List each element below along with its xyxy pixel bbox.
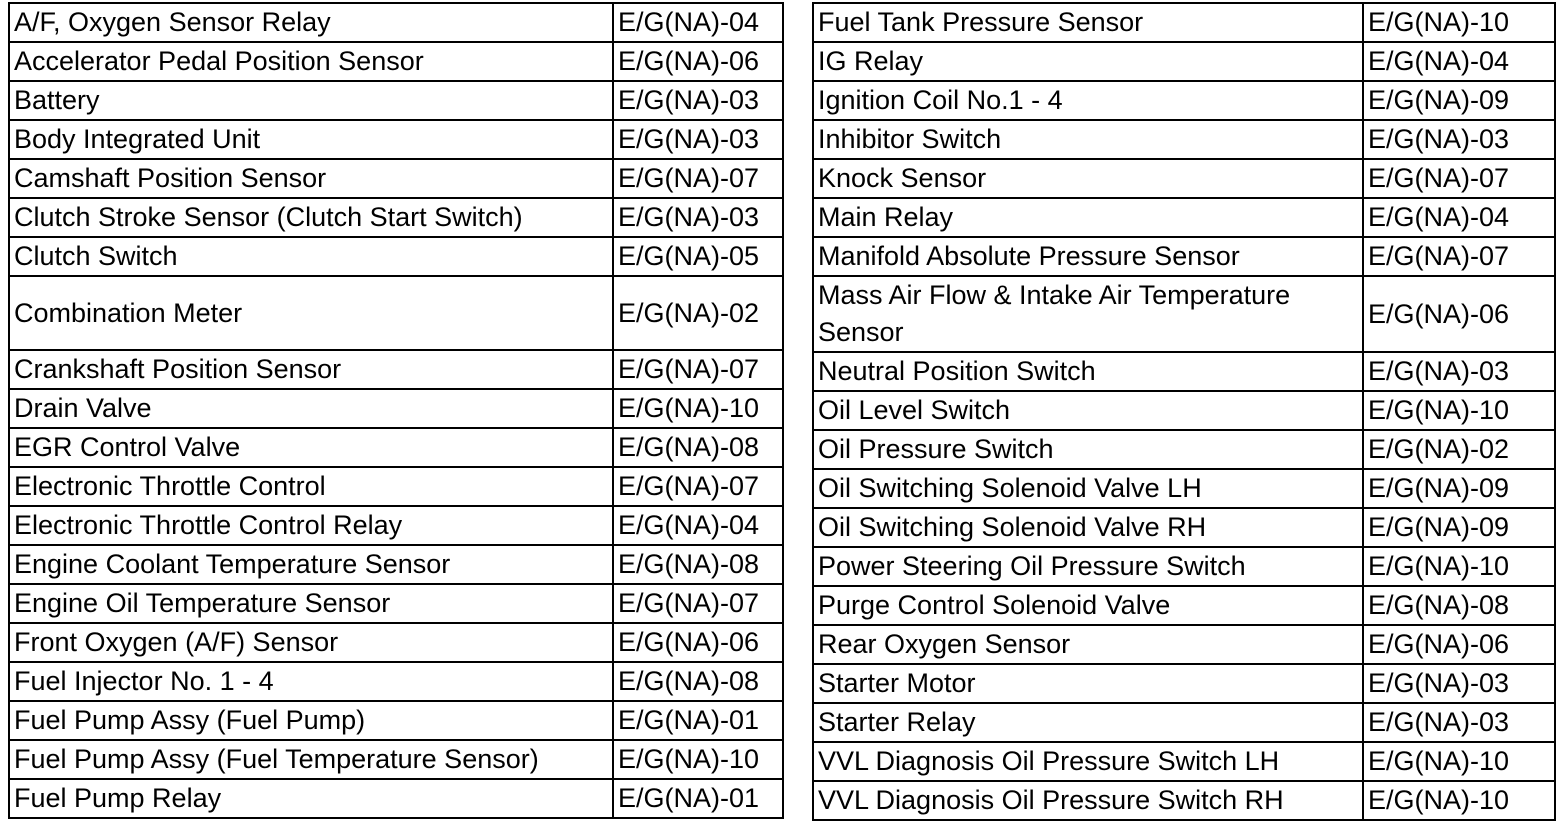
section-code: E/G(NA)-07 xyxy=(613,159,783,198)
right-index-table xyxy=(812,2,1556,821)
table-row xyxy=(9,237,783,276)
section-code: E/G(NA)-06 xyxy=(1363,625,1555,664)
table-row xyxy=(9,623,783,662)
component-name: Ignition Coil No.1 - 4 xyxy=(813,81,1363,120)
section-code: E/G(NA)-07 xyxy=(1363,159,1555,198)
component-name: EGR Control Valve xyxy=(9,428,613,467)
table-row xyxy=(813,159,1555,198)
section-code: E/G(NA)-10 xyxy=(1363,781,1555,820)
table-row xyxy=(813,120,1555,159)
component-name: Oil Switching Solenoid Valve LH xyxy=(813,469,1363,508)
section-code: E/G(NA)-03 xyxy=(613,120,783,159)
section-code: E/G(NA)-06 xyxy=(613,623,783,662)
component-name: Manifold Absolute Pressure Sensor xyxy=(813,237,1363,276)
section-code: E/G(NA)-05 xyxy=(613,237,783,276)
component-name: Oil Switching Solenoid Valve RH xyxy=(813,508,1363,547)
component-name: Fuel Pump Relay xyxy=(9,779,613,818)
component-name: VVL Diagnosis Oil Pressure Switch LH xyxy=(813,742,1363,781)
component-name: Camshaft Position Sensor xyxy=(9,159,613,198)
section-code: E/G(NA)-03 xyxy=(613,81,783,120)
section-code: E/G(NA)-10 xyxy=(613,389,783,428)
table-row xyxy=(813,508,1555,547)
section-code: E/G(NA)-07 xyxy=(613,584,783,623)
table-row xyxy=(9,779,783,818)
component-name: Main Relay xyxy=(813,198,1363,237)
component-name: Oil Pressure Switch xyxy=(813,430,1363,469)
table-row xyxy=(9,276,783,350)
section-code: E/G(NA)-09 xyxy=(1363,469,1555,508)
table-row xyxy=(9,428,783,467)
component-name: Drain Valve xyxy=(9,389,613,428)
table-row xyxy=(813,703,1555,742)
table-row xyxy=(813,664,1555,703)
section-code: E/G(NA)-02 xyxy=(613,276,783,350)
table-row xyxy=(9,42,783,81)
component-name: A/F, Oxygen Sensor Relay xyxy=(9,3,613,42)
component-name: Battery xyxy=(9,81,613,120)
component-name: Purge Control Solenoid Valve xyxy=(813,586,1363,625)
section-code: E/G(NA)-08 xyxy=(1363,586,1555,625)
table-row xyxy=(9,159,783,198)
component-name: Combination Meter xyxy=(9,276,613,350)
section-code: E/G(NA)-09 xyxy=(1363,508,1555,547)
component-name: VVL Diagnosis Oil Pressure Switch RH xyxy=(813,781,1363,820)
section-code: E/G(NA)-04 xyxy=(613,506,783,545)
table-row xyxy=(9,545,783,584)
section-code: E/G(NA)-01 xyxy=(613,779,783,818)
section-code: E/G(NA)-10 xyxy=(1363,742,1555,781)
section-code: E/G(NA)-07 xyxy=(613,467,783,506)
section-code: E/G(NA)-03 xyxy=(1363,664,1555,703)
component-name: Starter Relay xyxy=(813,703,1363,742)
component-name: IG Relay xyxy=(813,42,1363,81)
table-row xyxy=(9,198,783,237)
component-name: Neutral Position Switch xyxy=(813,352,1363,391)
table-row xyxy=(813,237,1555,276)
section-code: E/G(NA)-02 xyxy=(1363,430,1555,469)
section-code: E/G(NA)-08 xyxy=(613,428,783,467)
component-name: Fuel Pump Assy (Fuel Pump) xyxy=(9,701,613,740)
section-code: E/G(NA)-09 xyxy=(1363,81,1555,120)
section-code: E/G(NA)-03 xyxy=(1363,703,1555,742)
section-code: E/G(NA)-01 xyxy=(613,701,783,740)
component-name: Front Oxygen (A/F) Sensor xyxy=(9,623,613,662)
component-name: Oil Level Switch xyxy=(813,391,1363,430)
table-row xyxy=(9,701,783,740)
component-name: Mass Air Flow & Intake Air Temperature Sensor xyxy=(813,276,1363,352)
section-code: E/G(NA)-04 xyxy=(613,3,783,42)
section-code: E/G(NA)-03 xyxy=(1363,352,1555,391)
component-name: Accelerator Pedal Position Sensor xyxy=(9,42,613,81)
table-row xyxy=(9,662,783,701)
component-name: Fuel Injector No. 1 - 4 xyxy=(9,662,613,701)
section-code: E/G(NA)-10 xyxy=(1363,547,1555,586)
table-row xyxy=(813,42,1555,81)
right-table-body xyxy=(813,3,1555,820)
section-code: E/G(NA)-04 xyxy=(1363,42,1555,81)
table-row xyxy=(9,389,783,428)
section-code: E/G(NA)-06 xyxy=(1363,276,1555,352)
component-name: Engine Coolant Temperature Sensor xyxy=(9,545,613,584)
component-name: Fuel Tank Pressure Sensor xyxy=(813,3,1363,42)
table-row xyxy=(813,742,1555,781)
section-code: E/G(NA)-03 xyxy=(613,198,783,237)
section-code: E/G(NA)-10 xyxy=(613,740,783,779)
section-code: E/G(NA)-04 xyxy=(1363,198,1555,237)
table-row xyxy=(9,584,783,623)
section-code: E/G(NA)-07 xyxy=(613,350,783,389)
section-code: E/G(NA)-08 xyxy=(613,662,783,701)
table-row xyxy=(813,625,1555,664)
section-code: E/G(NA)-10 xyxy=(1363,391,1555,430)
section-code: E/G(NA)-07 xyxy=(1363,237,1555,276)
component-name: Rear Oxygen Sensor xyxy=(813,625,1363,664)
left-table-body xyxy=(9,3,783,818)
table-row xyxy=(813,3,1555,42)
section-code: E/G(NA)-06 xyxy=(613,42,783,81)
component-name: Engine Oil Temperature Sensor xyxy=(9,584,613,623)
table-row xyxy=(9,120,783,159)
component-name: Clutch Switch xyxy=(9,237,613,276)
component-name: Electronic Throttle Control Relay xyxy=(9,506,613,545)
table-row xyxy=(813,198,1555,237)
component-name: Fuel Pump Assy (Fuel Temperature Sensor) xyxy=(9,740,613,779)
component-name: Power Steering Oil Pressure Switch xyxy=(813,547,1363,586)
component-name: Body Integrated Unit xyxy=(9,120,613,159)
table-row xyxy=(813,469,1555,508)
component-name: Crankshaft Position Sensor xyxy=(9,350,613,389)
table-row xyxy=(813,352,1555,391)
table-row xyxy=(813,430,1555,469)
table-row xyxy=(9,740,783,779)
table-row xyxy=(813,586,1555,625)
component-name: Electronic Throttle Control xyxy=(9,467,613,506)
left-index-table xyxy=(8,2,784,819)
table-row xyxy=(813,276,1555,352)
table-row xyxy=(9,81,783,120)
section-code: E/G(NA)-08 xyxy=(613,545,783,584)
table-row xyxy=(9,467,783,506)
section-code: E/G(NA)-10 xyxy=(1363,3,1555,42)
table-row xyxy=(813,781,1555,820)
section-code: E/G(NA)-03 xyxy=(1363,120,1555,159)
component-name: Inhibitor Switch xyxy=(813,120,1363,159)
table-row xyxy=(9,3,783,42)
component-name: Knock Sensor xyxy=(813,159,1363,198)
component-name: Clutch Stroke Sensor (Clutch Start Switch) xyxy=(9,198,613,237)
table-row xyxy=(813,391,1555,430)
table-row xyxy=(813,547,1555,586)
table-row xyxy=(9,506,783,545)
table-row xyxy=(813,81,1555,120)
table-row xyxy=(9,350,783,389)
component-name: Starter Motor xyxy=(813,664,1363,703)
